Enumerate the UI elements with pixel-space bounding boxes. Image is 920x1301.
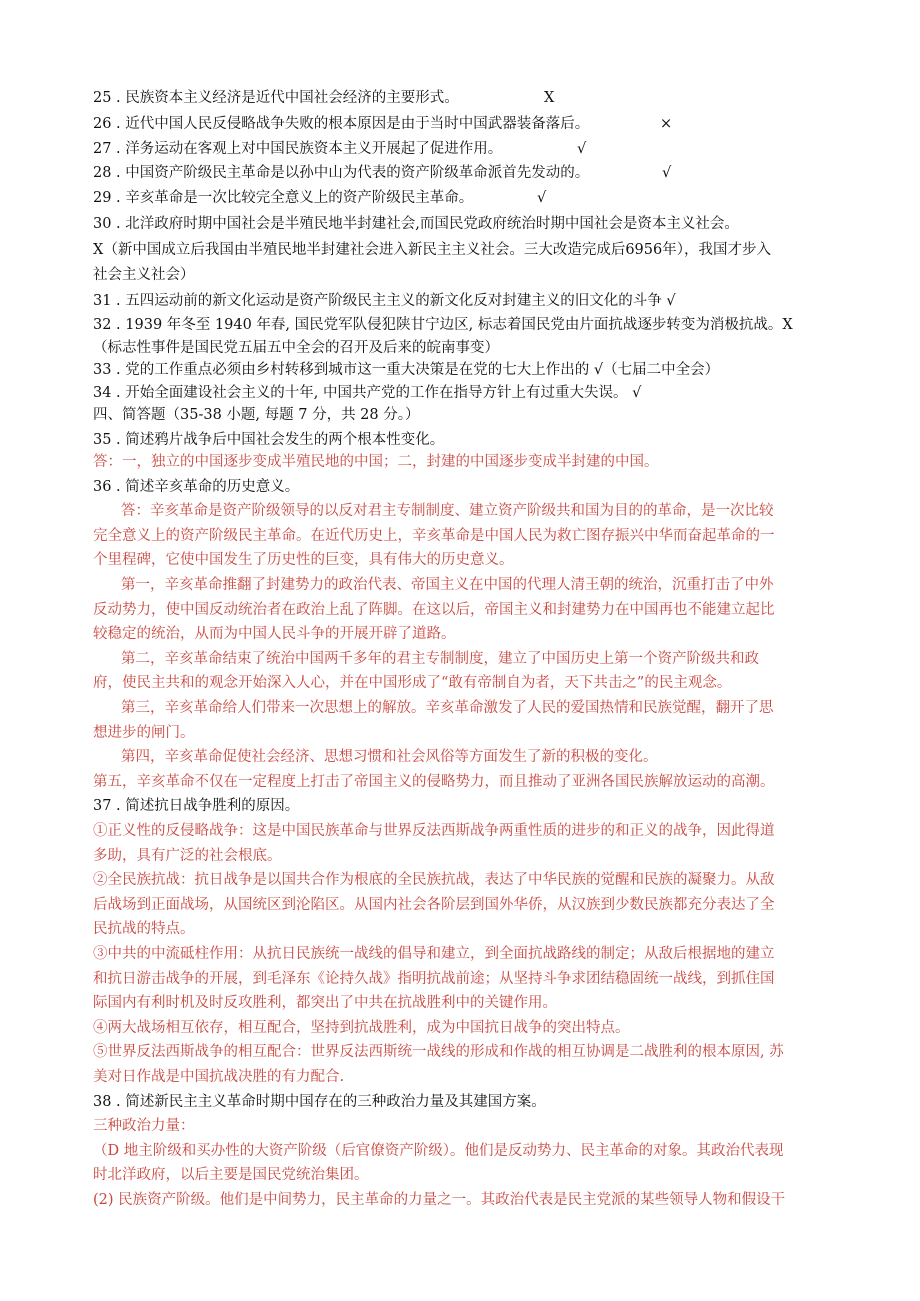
answer-line: ④两大战场相互依存，相互配合，坚持到抗战胜利，成为中国抗日战争的突出特点。 xyxy=(93,1020,630,1036)
answer-line: ③中共的中流砥柱作用：从抗日民族统一战线的倡导和建立，到全面抗战路线的制定；从敌后根据地的建立 xyxy=(93,946,775,962)
judgement-mark: × xyxy=(660,116,673,132)
document-line: 33 . 党的工作重点必须由乡村转移到城市这一重大决策是在党的七大上作出的 √（七届二中全会） xyxy=(93,362,720,378)
question-line: 37 . 简述抗日战争胜利的原因。 xyxy=(93,798,300,814)
answer-line: 际国内有利时机及时反攻胜利，都突出了中共在抗战胜利中的关键作用。 xyxy=(93,995,557,1011)
document-line: 26 . 近代中国人民反侵略战争失败的根本原因是由于当时中国武器装备落后。 xyxy=(93,116,590,132)
answer-line: ①正义性的反侵略战争：这是中国民族革命与世界反法西斯战争两重性质的进步的和正义的战争，因此得道 xyxy=(93,823,775,839)
answer-line: 反动势力，使中国反动统治者在政治上乱了阵脚。在这以后，帝国主义和封建势力在中国再也不能建立起比 xyxy=(93,602,775,618)
answer-line: 府，使民主共和的观念开始深入人心，并在中国形成了“敢有帝制自为者，天下共击之”的民主观念。 xyxy=(93,675,732,691)
answer-line: 较稳定的统治，从而为中国人民斗争的开展开辟了道路。 xyxy=(93,626,456,642)
judgement-mark: X xyxy=(544,90,555,106)
document-line: 30 . 北洋政府时期中国社会是半殖民地半封建社会,而国民党政府统治时期中国社会是资本主义社会。 xyxy=(93,216,739,232)
answer-line: 想进步的闸门。 xyxy=(93,725,195,741)
answer-line: ⑤世界反法西斯战争的相互配合：世界反法西斯统一战线的形成和作战的相互协调是二战胜利的根本原因, 苏 xyxy=(93,1044,784,1060)
answer-line: 第四，辛亥革命促使社会经济、思想习惯和社会风俗等方面发生了新的积极的变化。 xyxy=(121,749,658,765)
answer-line: 答：辛亥革命是资产阶级领导的以反对君主专制制度、建立资产阶级共和国为目的的革命，是一次比较 xyxy=(121,503,774,519)
answer-line: 第五，辛亥革命不仅在一定程度上打击了帝国主义的侵略势力，而且推动了亚洲各国民族解放运动的高潮。 xyxy=(93,774,775,790)
judgement-mark: √ xyxy=(577,141,587,157)
answer-line: 第一，辛亥革命推翻了封建势力的政治代表、帝国主义在中国的代理人清王朝的统治，沉重打击了中外 xyxy=(121,577,774,593)
document-line: （标志性事件是国民党五届五中全会的召开及后来的皖南事变） xyxy=(93,340,499,356)
question-line: 38 . 简述新民主主义革命时期中国存在的三种政治力量及其建国方案。 xyxy=(93,1094,546,1110)
answer-line: 个里程碑，它使中国发生了历史性的巨变，具有伟大的历史意义。 xyxy=(93,552,514,568)
document-line: 29 . 辛亥革命是一次比较完全意义上的资产阶级民主革命。 xyxy=(93,190,474,206)
answer-line: 美对日作战是中国抗战决胜的有力配合. xyxy=(93,1069,345,1085)
document-line: 四、简答题（35-38 小题, 每题 7 分，共 28 分。） xyxy=(93,407,420,423)
answer-line: 多助，具有广泛的社会根底。 xyxy=(93,848,282,864)
answer-line: 民抗战的特点。 xyxy=(93,921,195,937)
document-line: 28 . 中国资产阶级民主革命是以孙中山为代表的资产阶级革命派首先发动的。 xyxy=(93,165,590,181)
answer-line: 和抗日游击战争的开展，到毛泽东《论持久战》指明抗战前途；从坚持斗争求团结稳固统一战线，到抓住国 xyxy=(93,971,775,987)
answer-line: 时北洋政府，以后主要是国民党统治集团。 xyxy=(93,1167,369,1183)
document-line: 32 . 1939 年冬至 1940 年春, 国民党军队侵犯陕甘宁边区, 标志着国民党由片面抗战逐步转变为消极抗战。X xyxy=(93,317,793,333)
answer-line: ②全民族抗战：抗日战争是以国共合作为根底的全民族抗战，表达了中华民族的觉醒和民族的凝聚力。从敌 xyxy=(93,872,775,888)
document-line: 34 . 开始全面建设社会主义的十年, 中国共产党的工作在指导方针上有过重大失误。 √ xyxy=(93,385,642,401)
answer-line: 三种政治力量： xyxy=(93,1118,195,1134)
document-line: 31 . 五四运动前的新文化运动是资产阶级民主主义的新文化反对封建主义的旧文化的斗争 √ xyxy=(93,293,676,309)
answer-line: 后战场到正面战场，从国统区到沦陷区。从国内社会各阶层到国外华侨，从汉族到少数民族都充分表达了全 xyxy=(93,897,775,913)
document-line: X（新中国成立后我国由半殖民地半封建社会进入新民主主义社会。三大改造完成后6956年），我国才步入 xyxy=(93,242,771,258)
document-line: 25 . 民族资本主义经济是近代中国社会经济的主要形式。 xyxy=(93,90,459,106)
answer-line: 第二，辛亥革命结束了统治中国两千多年的君主专制制度，建立了中国历史上第一个资产阶级共和政 xyxy=(121,651,759,667)
document-line: 社会主义社会） xyxy=(93,267,195,283)
judgement-mark: √ xyxy=(537,190,547,206)
answer-line: （D 地主阶级和买办性的大资产阶级（后官僚资产阶级）。他们是反动势力、民主革命的对象。其政治代表现 xyxy=(93,1143,784,1159)
answer-line: (2) 民族资产阶级。他们是中间势力，民主革命的力量之一。其政治代表是民主党派的某些领导人物和假设干 xyxy=(93,1192,786,1208)
answer-line: 答：一，独立的中国逐步变成半殖民地的中国；二，封建的中国逐步变成半封建的中国。 xyxy=(93,454,659,470)
judgement-mark: √ xyxy=(662,165,672,181)
document-line: 27 . 洋务运动在客观上对中国民族资本主义开展起了促进作用。 xyxy=(93,141,503,157)
answer-line: 第三，辛亥革命给人们带来一次思想上的解放。辛亥革命激发了人民的爱国热情和民族觉醒，翻开了思 xyxy=(121,700,774,716)
answer-line: 完全意义上的资产阶级民主革命。在近代历史上，辛亥革命是中国人民为救亡图存振兴中华而奋起革命的一 xyxy=(93,528,775,544)
document-line: 35 . 简述鸦片战争后中国社会发生的两个根本性变化。 xyxy=(93,432,445,448)
question-line: 36 . 简述辛亥革命的历史意义。 xyxy=(93,479,300,495)
